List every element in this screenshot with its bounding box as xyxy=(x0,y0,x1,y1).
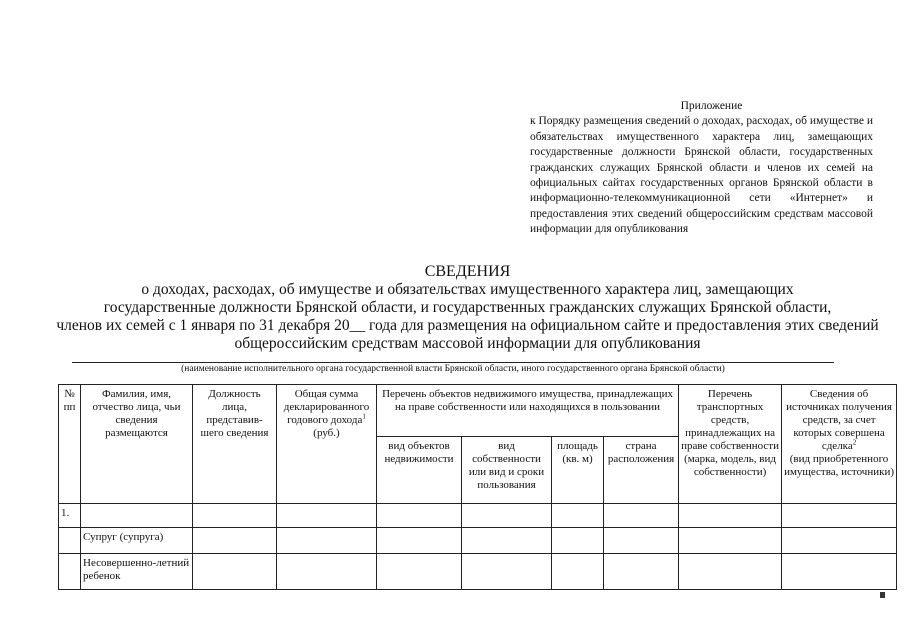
table-row xyxy=(59,528,897,554)
header-income-unit: (руб.) xyxy=(313,427,340,439)
cell xyxy=(462,528,552,554)
header-vehicles: Перечень транспортных средств, принадлежащих на праве собственности (марка, модель, вид собственности) xyxy=(679,385,782,504)
row-name: Несовершенно-летний ребенок xyxy=(81,554,193,590)
scan-mark xyxy=(880,592,885,598)
row-num: 1. xyxy=(59,504,81,528)
cell xyxy=(679,554,782,590)
cell xyxy=(277,554,377,590)
row-num xyxy=(59,554,81,590)
row-name xyxy=(81,504,193,528)
table-row xyxy=(59,504,897,528)
cell xyxy=(604,504,679,528)
cell xyxy=(679,528,782,554)
header-property-area: площадь (кв. м) xyxy=(552,437,604,504)
header-income xyxy=(277,385,377,504)
cell xyxy=(552,528,604,554)
table-row xyxy=(59,554,897,590)
cell xyxy=(782,528,897,554)
cell xyxy=(679,504,782,528)
header-sources-tail: (вид приобретенного имущества, источники) xyxy=(784,453,895,478)
document-title: СВЕДЕНИЯ xyxy=(424,263,511,280)
org-name-caption: (наименование исполнительного органа государственной власти Брянской области, иного государственного органа Брянской области) xyxy=(181,364,725,374)
heading-line-4: общероссийским средствам массовой информации для опубликования xyxy=(234,335,701,352)
header-sources xyxy=(782,385,897,504)
header-property-country: страна расположения xyxy=(604,437,679,504)
footnote-1: 1 xyxy=(362,412,366,421)
header-income-label: Общая сумма декларированного годового дохода xyxy=(283,388,370,426)
header-property-type: вид объектов недвижимости xyxy=(377,437,462,504)
document-heading xyxy=(0,263,905,353)
header-sources-label: Сведения об источниках получения средств, за счет которых совершена сделка xyxy=(786,388,892,452)
cell xyxy=(604,554,679,590)
heading-line-2: государственные должности Брянской области, и государственных гражданских служащих Брянской области, xyxy=(103,299,832,316)
cell xyxy=(377,504,462,528)
header-property: Перечень объектов недвижимого имущества, принадлежащих на праве собственности или находящихся в пользовании xyxy=(377,385,679,437)
cell xyxy=(782,554,897,590)
appendix-title: Приложение xyxy=(680,100,743,112)
header-name: Фамилия, имя, отчество лица, чьи сведения размещаются xyxy=(81,385,193,504)
cell xyxy=(277,528,377,554)
cell xyxy=(552,504,604,528)
cell xyxy=(377,528,462,554)
row-name: Супруг (супруга) xyxy=(81,528,193,554)
header-num: № пп xyxy=(59,385,81,504)
cell xyxy=(782,504,897,528)
cell xyxy=(193,528,277,554)
cell xyxy=(377,554,462,590)
appendix-text: к Порядку размещения сведений о доходах, расходах, об имуществе и обязательствах имущественного характера лиц, замещающих государственные должности Брянской области, государственных гражданских служащих Брянской области и членов их семей на официальных сайтах государственных органов Брянской области в информационно-телекоммуникационной сети «Интернет» и предоставления этих сведений общероссийским средствам массовой информации для опубликования xyxy=(530,115,873,236)
header-property-right: вид собственности или вид и сроки пользования xyxy=(462,437,552,504)
heading-line-1: о доходах, расходах, об имуществе и обязательствах имущественного характера лиц, замещающих xyxy=(141,281,794,298)
cell xyxy=(552,554,604,590)
cell xyxy=(462,554,552,590)
header-position: Должность лица, представив-шего сведения xyxy=(193,385,277,504)
footnote-2: 2 xyxy=(852,438,857,447)
cell xyxy=(462,504,552,528)
cell xyxy=(193,504,277,528)
disclosure-table xyxy=(58,384,897,590)
heading-line-3: членов их семей с 1 января по 31 декабря 20__ года для размещения на официальном сайте и предоставления этих сведений xyxy=(56,317,879,334)
cell xyxy=(193,554,277,590)
appendix-block xyxy=(530,99,873,238)
cell xyxy=(277,504,377,528)
org-name-line xyxy=(72,362,834,363)
cell xyxy=(604,528,679,554)
row-num xyxy=(59,528,81,554)
